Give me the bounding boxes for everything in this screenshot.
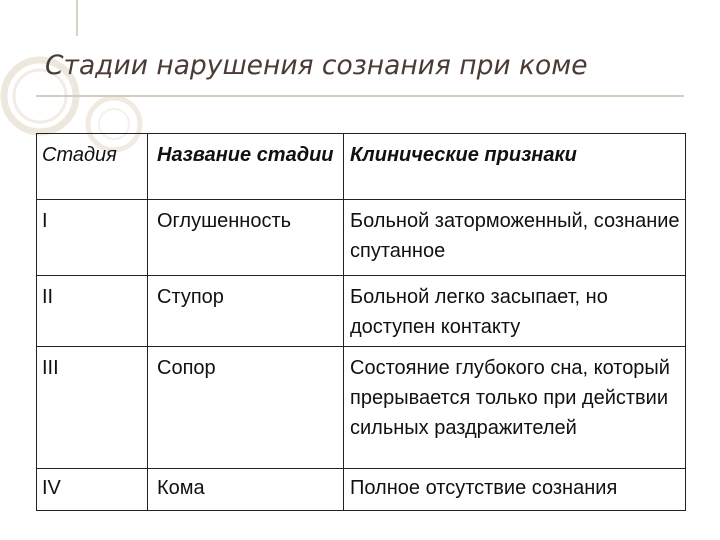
table-row bbox=[37, 276, 686, 347]
title-divider bbox=[36, 95, 684, 97]
signs-cell: Состояние глубокого сна, который прерывается только при действии сильных раздражителей bbox=[344, 347, 686, 469]
table-row bbox=[37, 347, 686, 469]
stage-cell: III bbox=[37, 347, 148, 469]
header-name: Название стадии bbox=[148, 134, 344, 200]
name-cell: Оглушенность bbox=[148, 200, 344, 276]
table-row bbox=[37, 469, 686, 511]
stage-cell: I bbox=[37, 200, 148, 276]
stages-table bbox=[36, 133, 686, 511]
name-cell: Ступор bbox=[148, 276, 344, 347]
header-signs: Клинические признаки bbox=[344, 134, 686, 200]
table-header-row bbox=[37, 134, 686, 200]
name-cell: Кома bbox=[148, 469, 344, 511]
signs-cell: Полное отсутствие сознания bbox=[344, 469, 686, 511]
name-cell: Сопор bbox=[148, 347, 344, 469]
signs-cell: Больной заторможенный, сознание спутанное bbox=[344, 200, 686, 276]
stage-cell: IV bbox=[37, 469, 148, 511]
table-row bbox=[37, 200, 686, 276]
slide-title: Стадии нарушения сознания при коме bbox=[45, 50, 588, 81]
header-stage: Стадия bbox=[37, 134, 148, 200]
signs-cell: Больной легко засыпает, но доступен контакту bbox=[344, 276, 686, 347]
decorative-vertical-line bbox=[76, 0, 78, 36]
stage-cell: II bbox=[37, 276, 148, 347]
